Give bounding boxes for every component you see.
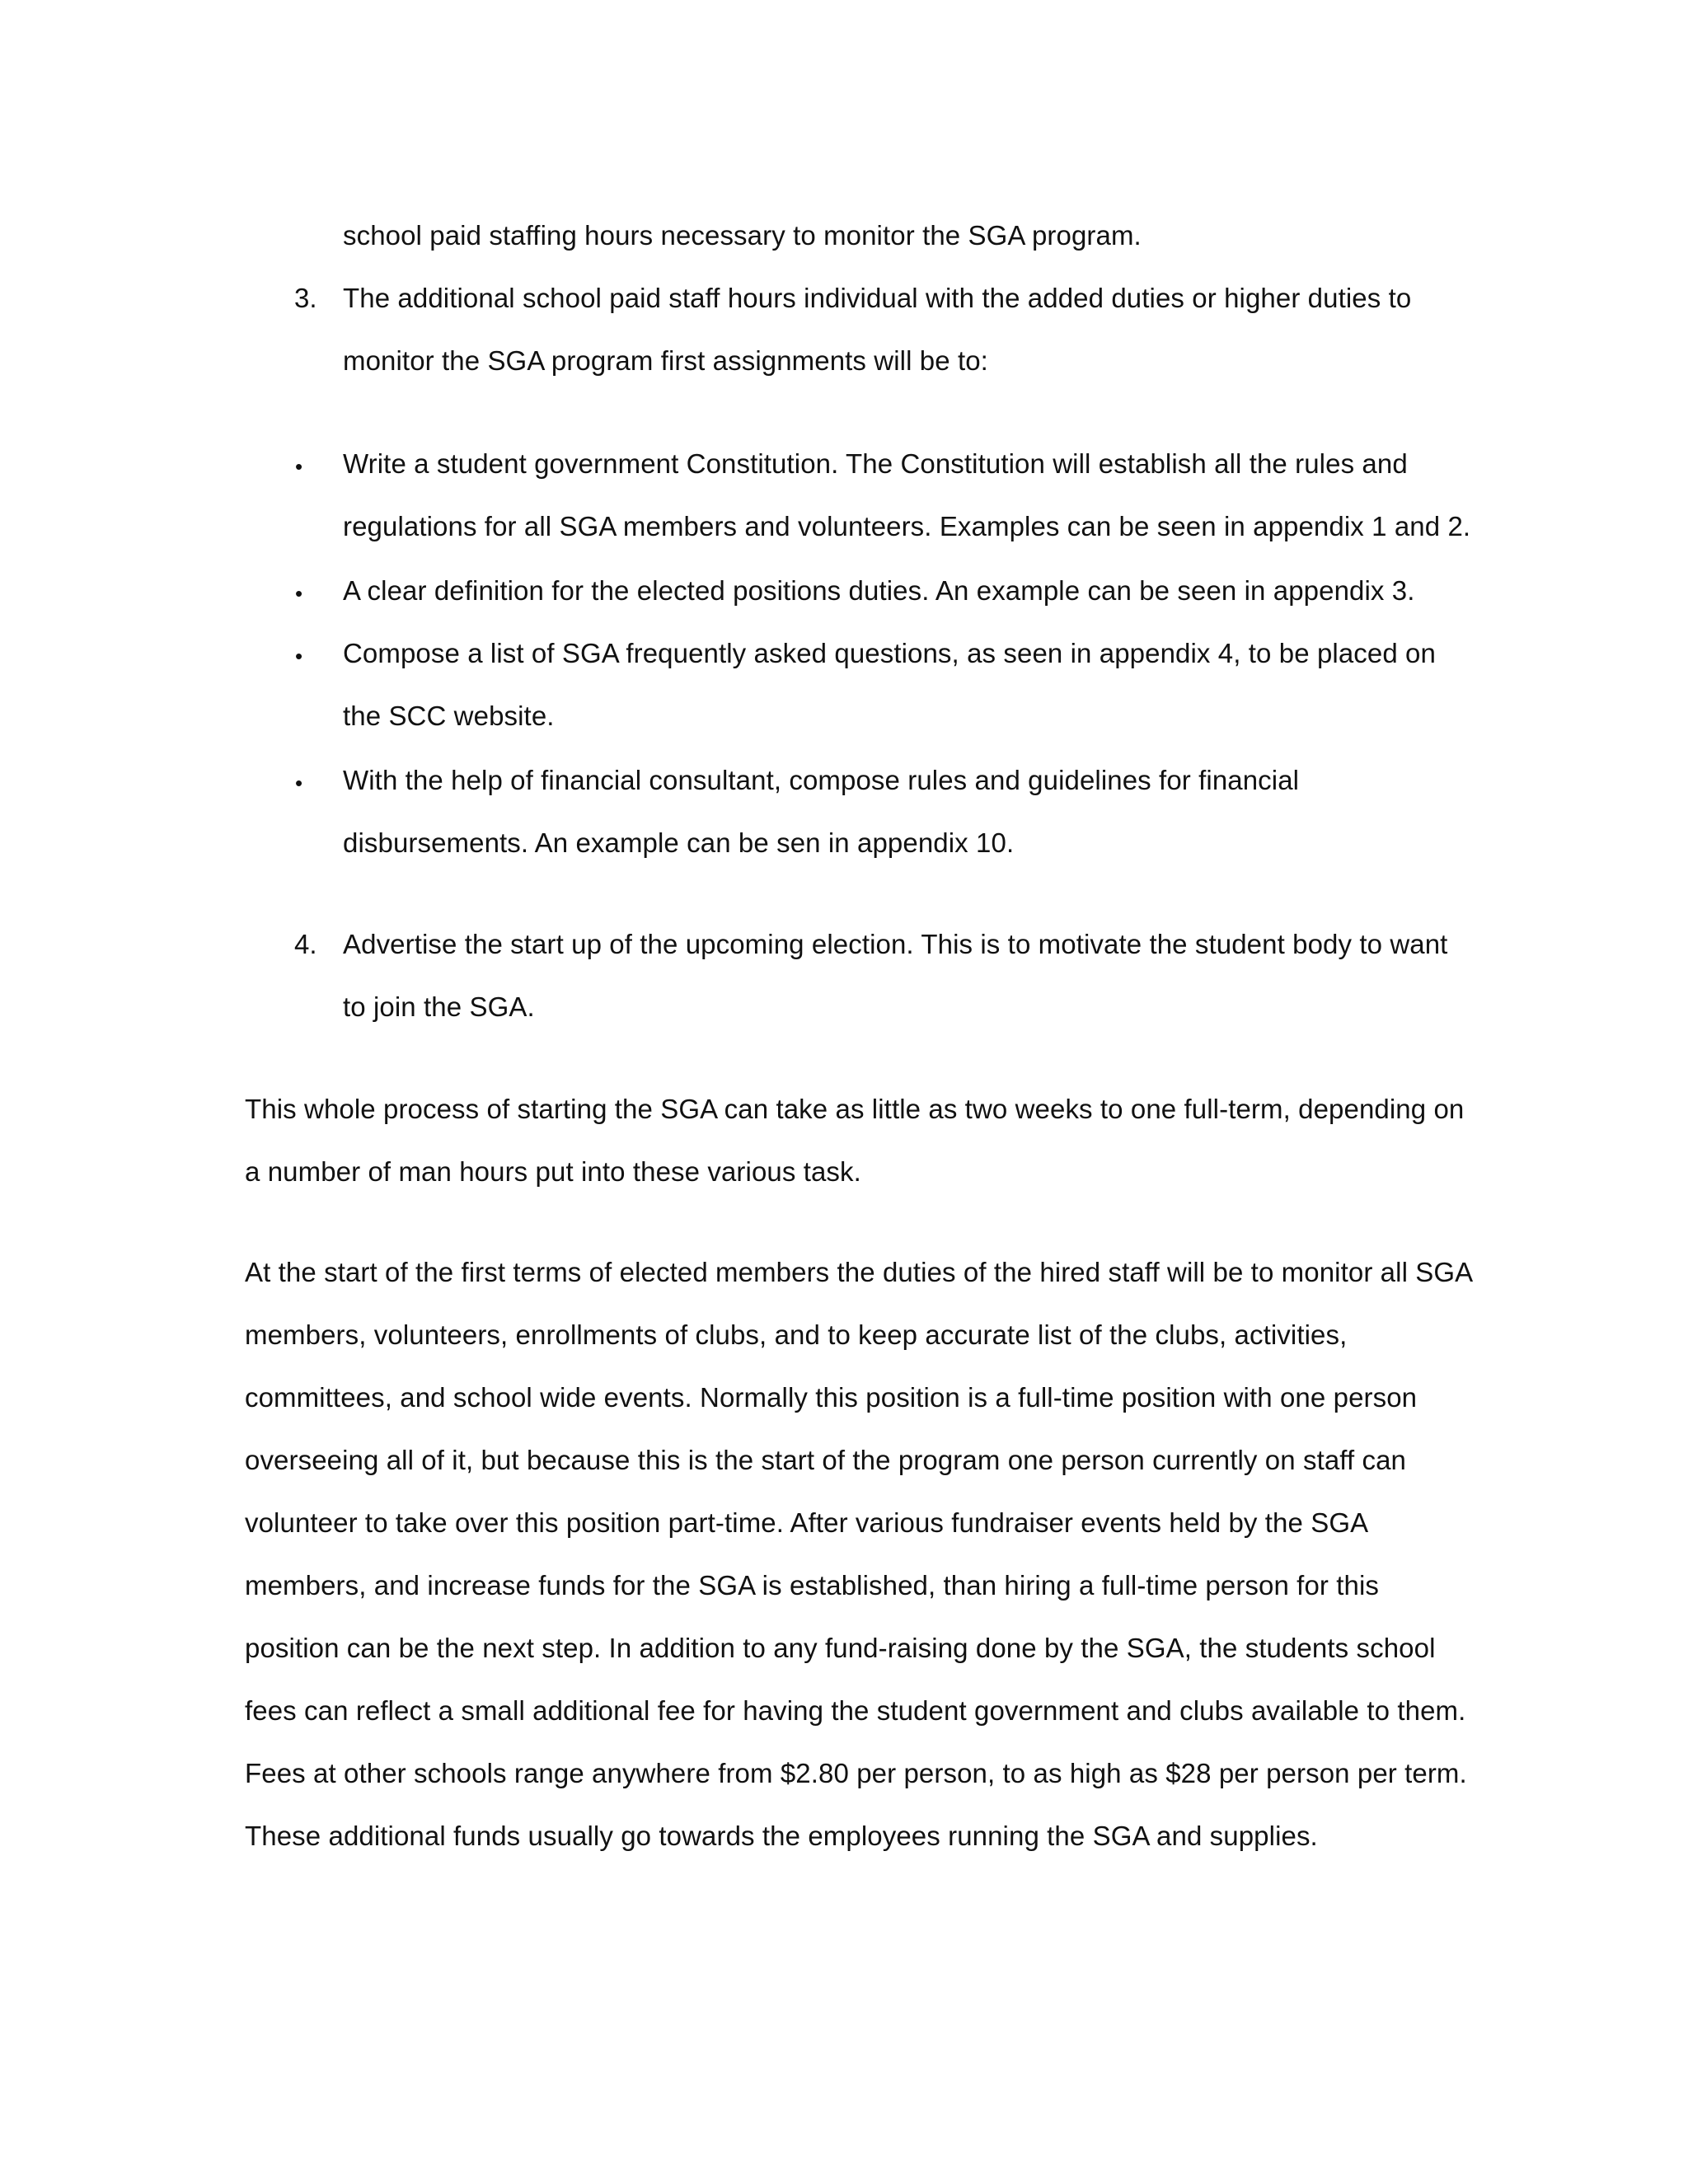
paragraph-1-line-1: This whole process of starting the SGA can take as little as two weeks to one full-term, depending on <box>245 1094 1465 1124</box>
bullet-1-line-2: regulations for all SGA members and volunteers. Examples can be seen in appendix 1 and 2. <box>343 511 1471 541</box>
item-3-line-2: monitor the SGA program first assignments will be to: <box>343 345 988 376</box>
bullet-1-line-1: Write a student government Constitution. The Constitution will establish all the rules and <box>343 448 1408 479</box>
item-3-line-1: The additional school paid staff hours individual with the added duties or higher duties to <box>343 283 1412 313</box>
paragraph-2-line-1: At the start of the first terms of elected members the duties of the hired staff will be to monitor all SGA <box>245 1257 1474 1287</box>
item-4-line-1: Advertise the start up of the upcoming election. This is to motivate the student body to want <box>343 929 1448 959</box>
bullet-3-line-2: the SCC website. <box>343 701 555 731</box>
paragraph-2-line-10: These additional funds usually go towards the employees running the SGA and supplies. <box>245 1821 1318 1851</box>
item-4-line-2: to join the SGA. <box>343 991 535 1022</box>
bullet-2-line-1: A clear definition for the elected positions duties. An example can be seen in appendix 3. <box>343 575 1415 606</box>
item-3-number: 3. <box>294 283 317 313</box>
bullet-3-line-1: Compose a list of SGA frequently asked questions, as seen in appendix 4, to be placed on <box>343 638 1436 668</box>
bullet-4-symbol: • <box>295 771 303 795</box>
paragraph-2-line-2: members, volunteers, enrollments of clubs, and to keep accurate list of the clubs, activities, <box>245 1319 1348 1350</box>
bullet-1-symbol: • <box>295 454 303 479</box>
paragraph-2-line-9: Fees at other schools range anywhere from $2.80 per person, to as high as $28 per person per term. <box>245 1758 1467 1788</box>
paragraph-2-line-5: volunteer to take over this position part-time. After various fundraiser events held by the SGA <box>245 1507 1369 1538</box>
paragraph-2-line-4: overseeing all of it, but because this is the start of the program one person currently on staff can <box>245 1445 1407 1475</box>
paragraph-2-line-3: committees, and school wide events. Normally this position is a full-time position with one person <box>245 1382 1418 1413</box>
paragraph-2-line-7: position can be the next step. In addition to any fund-raising done by the SGA, the students school <box>245 1633 1436 1663</box>
item-4-number: 4. <box>294 929 317 959</box>
bullet-4-line-2: disbursements. An example can be sen in appendix 10. <box>343 827 1015 858</box>
bullet-2-symbol: • <box>295 581 303 606</box>
continuation-line: school paid staffing hours necessary to monitor the SGA program. <box>343 220 1142 251</box>
paragraph-2-line-8: fees can reflect a small additional fee for having the student government and clubs available to them. <box>245 1695 1466 1726</box>
bullet-4-line-1: With the help of financial consultant, compose rules and guidelines for financial <box>343 765 1300 795</box>
paragraph-2-line-6: members, and increase funds for the SGA is established, than hiring a full-time person for this <box>245 1570 1380 1601</box>
paragraph-1-line-2: a number of man hours put into these various task. <box>245 1156 861 1187</box>
bullet-3-symbol: • <box>295 644 303 668</box>
